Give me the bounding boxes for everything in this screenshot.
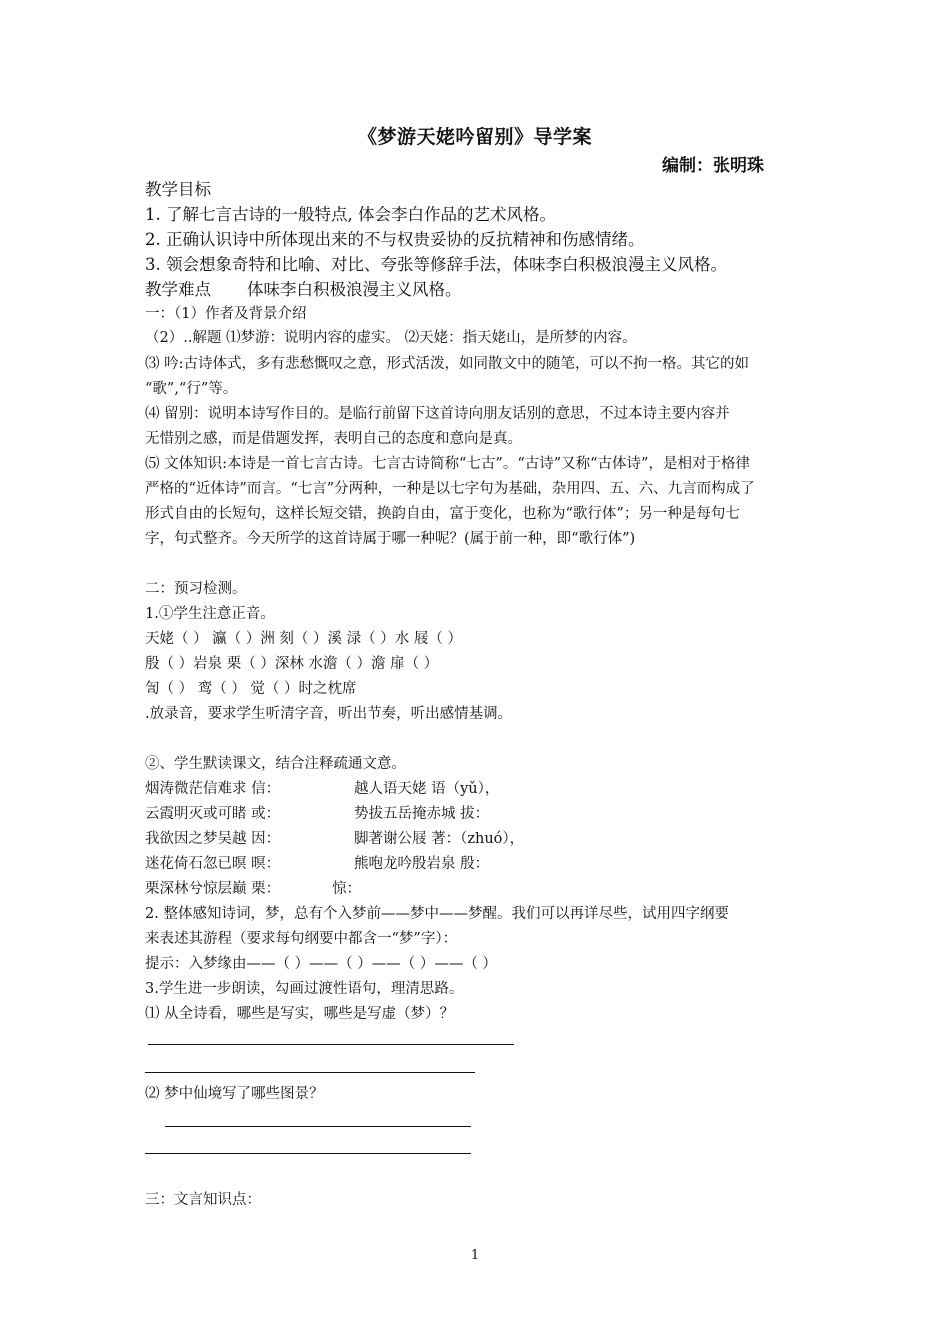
annotation-right: 势拔五岳掩赤城 拔： [354, 806, 490, 822]
question-4: 3.学生进一步朗读，勾画过渡性语句，理清思路。 [145, 981, 464, 997]
section-1-line: 严格的“近体诗”而言。“七言”分两种，一种是以七字句为基础，杂用四、五、六、九言而构成了 [145, 481, 755, 497]
listen-instruction: .放录音，要求学生听清字音，听出节奏，听出感情基调。 [145, 706, 513, 722]
pronunciation-line: 殷（ ）岩泉 栗（ ）深林 水澹（ ）澹 扉（ ） [145, 656, 439, 672]
goal-item: 3. 领会想象奇特和比喻、对比、夸张等修辞手法，体味李白积极浪漫主义风格。 [145, 255, 727, 274]
annotation-left: 迷花倚石忽已暝 暝： [145, 856, 281, 872]
answer-line [148, 1044, 514, 1045]
question-3-line: 2. 整体感知诗词，梦，总有个入梦前——梦中——梦醒。我们可以再详尽些，试用四字纲要 [145, 906, 729, 922]
difficulty-line [145, 276, 462, 300]
question-1: 1.①学生注意正音。 [145, 606, 275, 622]
annotation-left: 烟涛微茫信难求 信： [145, 781, 281, 797]
answer-line [145, 1072, 475, 1073]
question-4b: ⑵ 梦中仙境写了哪些图景？ [145, 1086, 324, 1102]
annotation-row [145, 777, 280, 798]
annotation-left: 栗深林兮惊层巅 栗： [145, 881, 281, 897]
answer-line [145, 1153, 471, 1154]
answer-line [165, 1126, 471, 1127]
section-1-line: ⑷ 留别：说明本诗写作目的。是临行前留下这首诗向朋友话别的意思，不过本诗主要内容并 [145, 406, 730, 422]
section-1-line: 字，句式整齐。今天所学的这首诗属于哪一种呢？(属于前一种，即“歌行体”) [145, 531, 636, 547]
annotation-right: 熊咆龙吟殷岩泉 殷： [354, 856, 490, 872]
section-1-line: （2）..解题 ⑴梦游：说明内容的虚实。 ⑵天姥：指天姥山，是所梦的内容。 [145, 330, 637, 346]
document-title: 《梦游天姥吟留别》导学案 [357, 126, 592, 148]
question-3-line: 来表述其游程（要求每句纲要中都含一“梦”字）： [145, 931, 458, 947]
section-1-line: “歌”,“行”等。 [145, 381, 238, 397]
difficulty-text: 体味李白积极浪漫主义风格。 [247, 280, 462, 299]
difficulty-label: 教学难点 [145, 280, 211, 299]
section-3-heading: 三：文言知识点： [145, 1192, 261, 1208]
section-1-line: ⑶ 吟:古诗体式，多有悲愁慨叹之意，形式活泼，如同散文中的随笔，可以不拘一格。其它的如 [145, 356, 749, 372]
hint-line: 提示：入梦缘由——（ ）——（ ）——（ ）——（ ） [145, 956, 497, 972]
section-1-heading: 一：（1）作者及背景介绍 [145, 306, 307, 322]
section-1-line: 形式自由的长短句，这样长短交错，换韵自由，富于变化，也称为“歌行体”；另一种是每句七 [145, 506, 740, 522]
annotation-left: 云霞明灭或可睹 或： [145, 806, 281, 822]
goal-item: 2. 正确认识诗中所体现出来的不与权贵妥协的反抗精神和伤感情绪。 [145, 230, 645, 249]
author-line: 编制：张明珠 [662, 156, 764, 176]
question-2: ②、学生默读课文，结合注释疏通文意。 [145, 756, 406, 772]
pronunciation-line: 天姥（ ） 瀛（ ）洲 刻（ ）溪 渌（ ）水 屐（ ） [145, 631, 462, 647]
question-4a: ⑴ 从全诗看，哪些是写实，哪些是写虚（梦）？ [145, 1006, 455, 1022]
section-1-line: 无惜别之感，而是借题发挥，表明自己的态度和意向是真。 [145, 431, 522, 447]
section-2-heading: 二：预习检测。 [145, 581, 247, 597]
goal-item: 1. 了解七言古诗的一般特点, 体会李白作品的艺术风格。 [145, 205, 556, 224]
goals-heading: 教学目标 [145, 180, 211, 199]
annotation-right: 脚著谢公屐 著：（zhuó）， [354, 831, 525, 847]
page-number: 1 [470, 1248, 480, 1263]
pronunciation-line: 訇（ ） 鸾（ ） 觉（ ）时之枕席 [145, 681, 357, 697]
annotation-left: 我欲因之梦吴越 因： [145, 831, 281, 847]
annotation-right: 越人语天姥 语（yǔ）， [354, 781, 500, 797]
section-1-line: ⑸ 文体知识:本诗是一首七言古诗。七言古诗简称“七古”。“古诗”又称“古体诗”，是相对于格律 [145, 456, 750, 472]
annotation-right: 惊： [332, 881, 361, 897]
